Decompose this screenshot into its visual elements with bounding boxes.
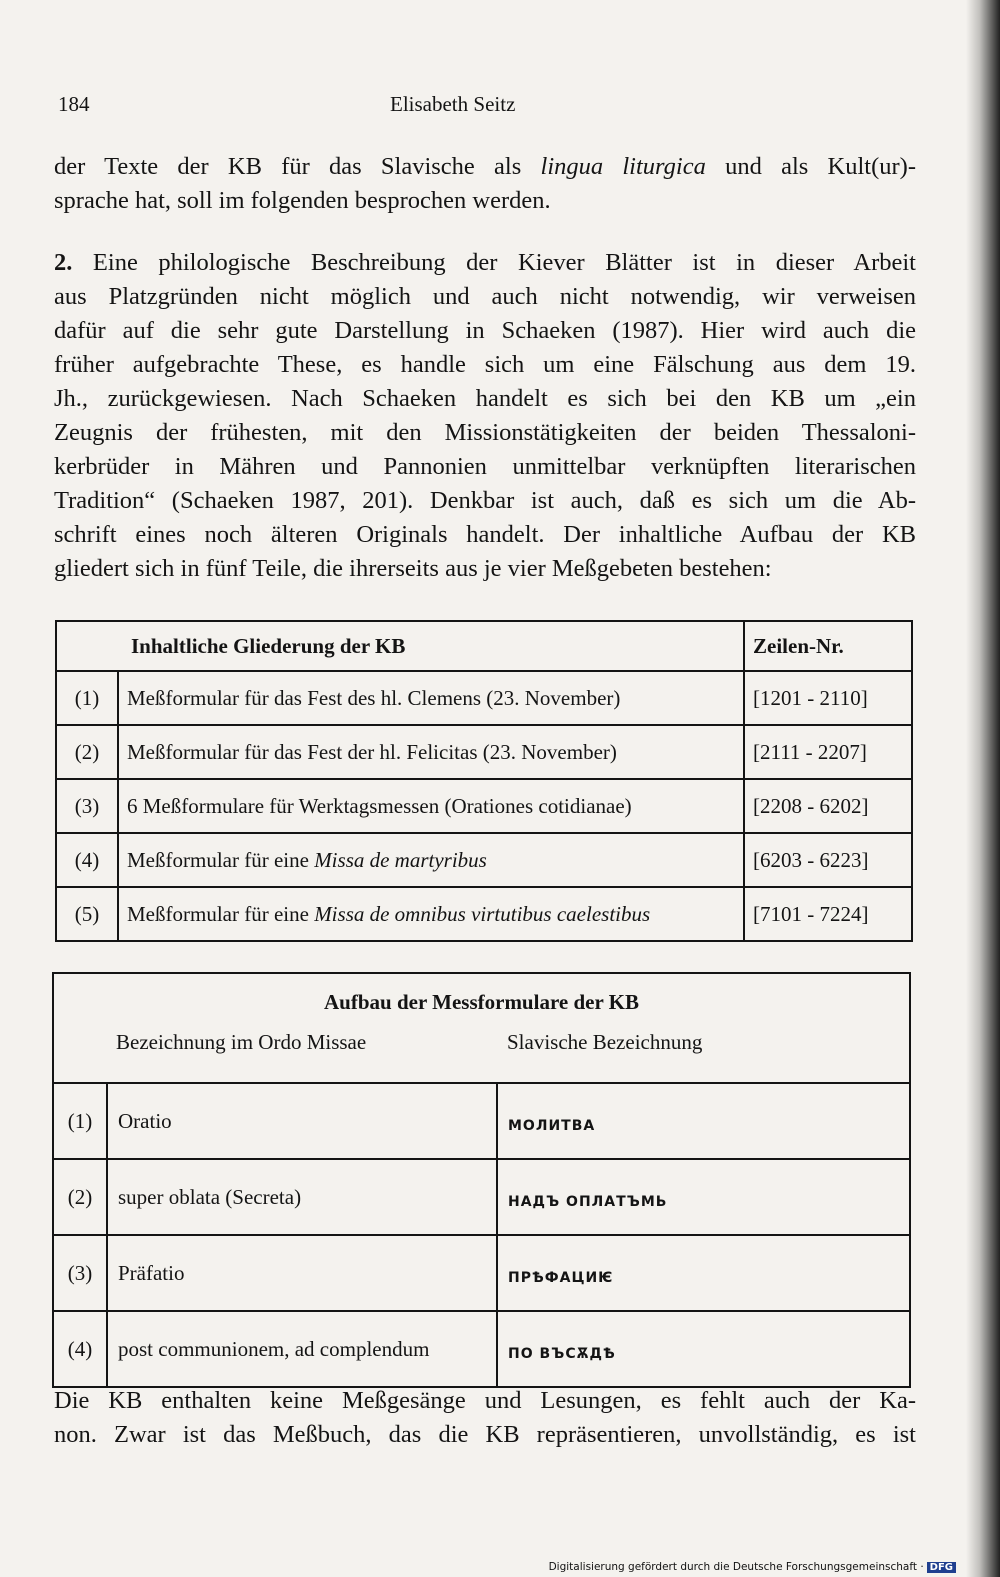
table-row xyxy=(56,833,912,887)
text-line: Die KB enthalten keine Meßgesänge und Lesungen, es fehlt auch der Ka- xyxy=(54,1387,916,1414)
row-latin-name: super oblata (Secreta) xyxy=(107,1159,497,1235)
paragraph-intro xyxy=(54,150,916,218)
row-line-range: [1201 - 2110] xyxy=(744,671,912,725)
text-run: und als Kult(ur)- xyxy=(705,153,916,180)
table-subheader-row xyxy=(53,1030,910,1083)
row-line-range: [2208 - 6202] xyxy=(744,779,912,833)
column-header-ordo: Bezeichnung im Ordo Missae xyxy=(53,1030,497,1083)
row-slavic-name: МОЛИТВА xyxy=(497,1083,910,1159)
text-line: aus Platzgründen nicht möglich und auch nicht notwendig, wir verweisen xyxy=(54,283,916,310)
row-description xyxy=(118,725,744,779)
row-line-range: [2111 - 2207] xyxy=(744,725,912,779)
italic-term: lingua liturgica xyxy=(540,153,706,180)
row-latin-name: Präfatio xyxy=(107,1235,497,1311)
table-header-title: Inhaltliche Gliederung der KB xyxy=(56,621,744,671)
table-row xyxy=(56,887,912,941)
row-number: (1) xyxy=(56,671,118,725)
table-row xyxy=(56,725,912,779)
row-number: (1) xyxy=(53,1083,107,1159)
table-row xyxy=(56,671,912,725)
row-description-text: Meßformular für eine xyxy=(127,847,315,872)
row-description-italic: Missa de martyribus xyxy=(314,847,487,872)
row-number: (3) xyxy=(56,779,118,833)
text-line: dafür auf die sehr gute Darstellung in Schaeken (1987). Hier wird auch die xyxy=(54,317,916,344)
page-edge-shadow xyxy=(966,0,1000,1577)
table-row xyxy=(56,779,912,833)
text-line: Jh., zurückgewiesen. Nach Schaeken handelt es sich bei den KB um „ein xyxy=(54,385,916,412)
text-line: non. Zwar ist das Meßbuch, das die KB repräsentieren, unvollständig, es ist xyxy=(54,1421,916,1448)
row-description-text: Meßformular für das Fest der hl. Felicitas (23. November) xyxy=(127,739,617,764)
row-description-italic: Missa de omnibus virtutibus caelestibus xyxy=(314,901,651,926)
row-description xyxy=(118,671,744,725)
row-slavic-name: НАДЪ ОПЛАТЪМЬ xyxy=(497,1159,910,1235)
text-line: Tradition“ (Schaeken 1987, 201). Denkbar ist auch, daß es sich um die Ab- xyxy=(54,487,916,514)
row-slavic-name: ПО ВЪСѪДѢ xyxy=(497,1311,910,1387)
footer-text: Digitalisierung gefördert durch die Deutsche Forschungsgemeinschaft · xyxy=(548,1561,924,1573)
table-header-row xyxy=(56,621,912,671)
row-slavic-name: ПРѢФАЦИѤ xyxy=(497,1235,910,1311)
running-head-author: Elisabeth Seitz xyxy=(390,92,516,116)
page-number: 184 xyxy=(58,92,90,116)
text-line: Zeugnis der frühesten, mit den Missionstätigkeiten der beiden Thessaloni- xyxy=(54,419,916,446)
row-number: (5) xyxy=(56,887,118,941)
text-line xyxy=(54,150,916,184)
table-row xyxy=(53,1235,910,1311)
table-row xyxy=(53,1311,910,1387)
table-title-row xyxy=(53,973,910,1030)
table-header-lines: Zeilen-Nr. xyxy=(744,621,912,671)
row-line-range: [6203 - 6223] xyxy=(744,833,912,887)
row-line-range: [7101 - 7224] xyxy=(744,887,912,941)
row-description-text: Meßformular für das Fest des hl. Clemens (23. November) xyxy=(127,685,621,710)
text-line xyxy=(54,246,916,280)
row-number: (4) xyxy=(53,1311,107,1387)
digitization-footer xyxy=(549,1561,956,1573)
paragraph-closing xyxy=(54,1384,916,1452)
column-header-slavic: Slavische Bezeichnung xyxy=(497,1030,910,1083)
table-content-structure xyxy=(55,620,913,942)
row-latin-name: post communionem, ad complendum xyxy=(107,1311,497,1387)
text-line: schrift eines noch älteren Originals handelt. Der inhaltliche Aufbau der KB xyxy=(54,521,916,548)
row-number: (2) xyxy=(56,725,118,779)
table-title: Aufbau der Messformulare der KB xyxy=(53,973,910,1030)
row-description xyxy=(118,833,744,887)
row-number: (3) xyxy=(53,1235,107,1311)
running-header xyxy=(58,92,918,122)
row-description-text: 6 Meßformulare für Werktagsmessen (Orationes cotidianae) xyxy=(127,793,632,818)
row-description xyxy=(118,887,744,941)
row-description-text: Meßformular für eine xyxy=(127,901,315,926)
section-number: 2. xyxy=(54,249,73,276)
dfg-logo: DFG xyxy=(927,1562,956,1573)
text-line: gliedert sich in fünf Teile, die ihrerseits aus je vier Meßgebeten bestehen: xyxy=(54,555,772,582)
row-number: (4) xyxy=(56,833,118,887)
row-latin-name: Oratio xyxy=(107,1083,497,1159)
row-description xyxy=(118,779,744,833)
text-line: früher aufgebrachte These, es handle sich um eine Fälschung aus dem 19. xyxy=(54,351,916,378)
text-line: kerbrüder in Mähren und Pannonien unmittelbar verknüpften literarischen xyxy=(54,453,916,480)
table-mass-formulary-structure xyxy=(52,972,911,1388)
row-number: (2) xyxy=(53,1159,107,1235)
text-run: der Texte der KB für das Slavische als xyxy=(54,153,541,180)
paragraph-section-2 xyxy=(54,246,916,586)
text-run: Eine philologische Beschreibung der Kiever Blätter ist in dieser Arbeit xyxy=(72,249,916,276)
table-row xyxy=(53,1159,910,1235)
text-line: sprache hat, soll im folgenden besprochen werden. xyxy=(54,187,551,214)
table-row xyxy=(53,1083,910,1159)
